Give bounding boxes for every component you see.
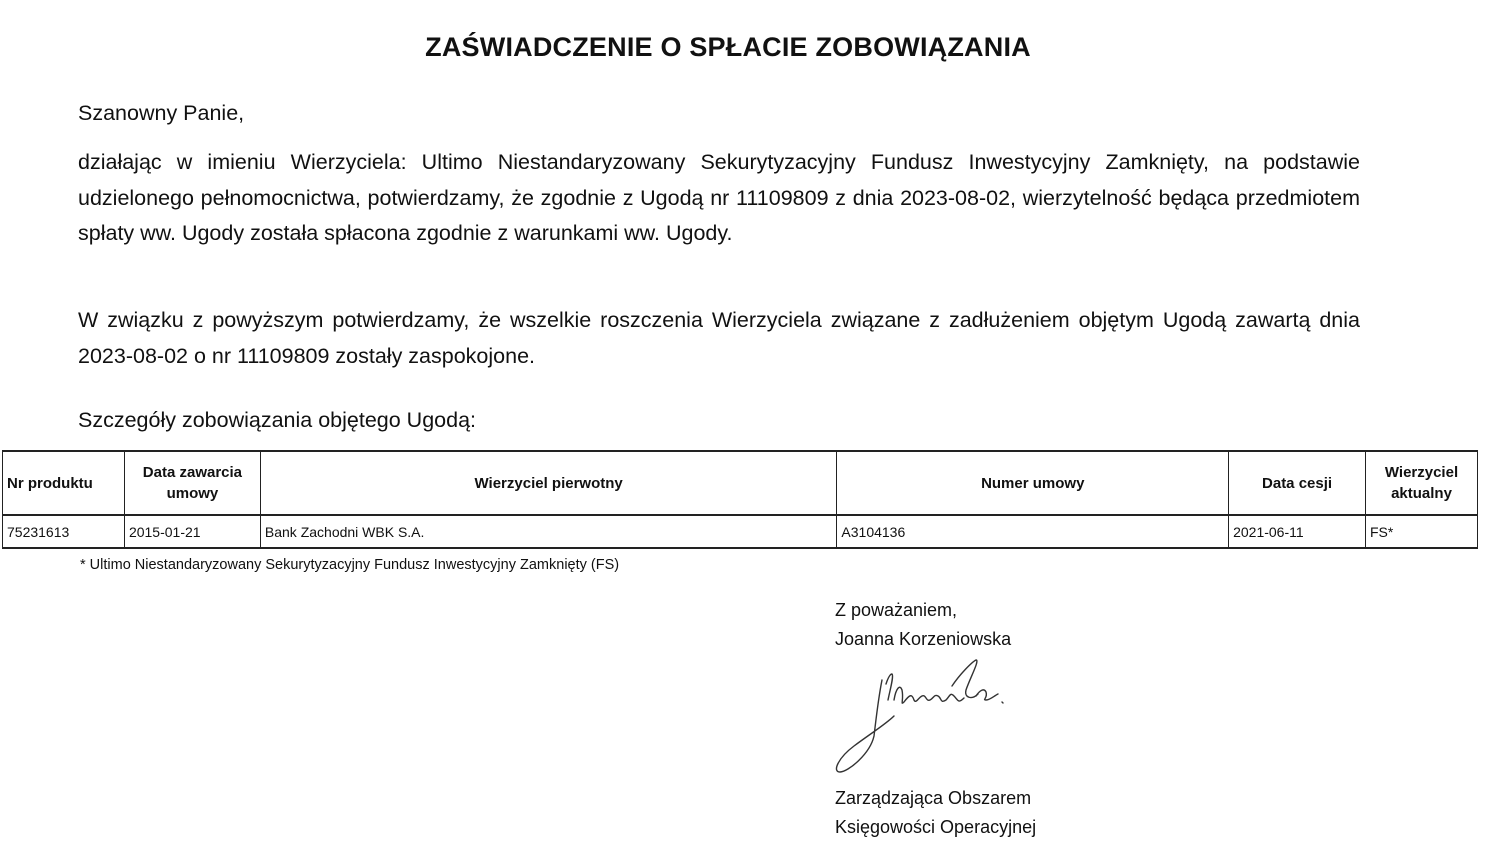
paragraph-confirmation: działając w imieniu Wierzyciela: Ultimo Niestandaryzowany Sekurytyzacyjny Fundusz Inwestycyjny Zamknięty, na podstawie udzielonego pełnomocnictwa, potwierdzamy, że zgodnie z Ugodą nr 11109809 z dnia 2023-08-02, wierzytelność będąca przedmiotem spłaty ww. Ugody została spłacona zgodnie z warunkami ww. Ugody. <box>78 150 1360 245</box>
header-current-creditor: Wierzyciel aktualny <box>1366 451 1478 515</box>
signatory-name: Joanna Korzeniowska <box>835 629 1012 649</box>
closing-phrase: Z poważaniem, <box>835 600 958 620</box>
header-product-number: Nr produktu <box>3 451 125 515</box>
closing-block <box>835 596 1011 654</box>
cell-current-creditor: FS* <box>1366 515 1478 548</box>
paragraph-claims-satisfied: W związku z powyższym potwierdzamy, że wszelkie roszczenia Wierzyciela związane z zadłużeniem objętym Ugodą zawartą dnia 2023-08-02 o nr 11109809 zostały zaspokojone. <box>78 308 1360 368</box>
header-contract-date: Data zawarcia umowy <box>124 451 260 515</box>
table-row <box>3 515 1478 548</box>
cell-contract-number: A3104136 <box>837 515 1229 548</box>
signatory-role <box>835 784 1036 842</box>
role-line-1: Zarządzająca Obszarem <box>835 788 1032 808</box>
header-assignment-date: Data cesji <box>1229 451 1366 515</box>
details-heading: Szczegóły zobowiązania objętego Ugodą: <box>78 408 477 432</box>
obligation-details-table <box>2 450 1478 549</box>
footnote: * Ultimo Niestandaryzowany Sekurytyzacyjny Fundusz Inwestycyjny Zamknięty (FS) <box>80 557 620 573</box>
role-line-2: Księgowości Operacyjnej <box>835 817 1037 837</box>
cell-original-creditor: Bank Zachodni WBK S.A. <box>260 515 837 548</box>
handwritten-signature <box>830 650 1030 785</box>
page-title: ZAŚWIADCZENIE O SPŁACIE ZOBOWIĄZANIA <box>425 32 1031 62</box>
cell-product-number: 75231613 <box>3 515 125 548</box>
header-original-creditor: Wierzyciel pierwotny <box>260 451 837 515</box>
cell-assignment-date: 2021-06-11 <box>1229 515 1366 548</box>
table-header-row <box>3 451 1478 515</box>
greeting: Szanowny Panie, <box>78 101 245 125</box>
header-contract-number: Numer umowy <box>837 451 1229 515</box>
cell-contract-date: 2015-01-21 <box>124 515 260 548</box>
